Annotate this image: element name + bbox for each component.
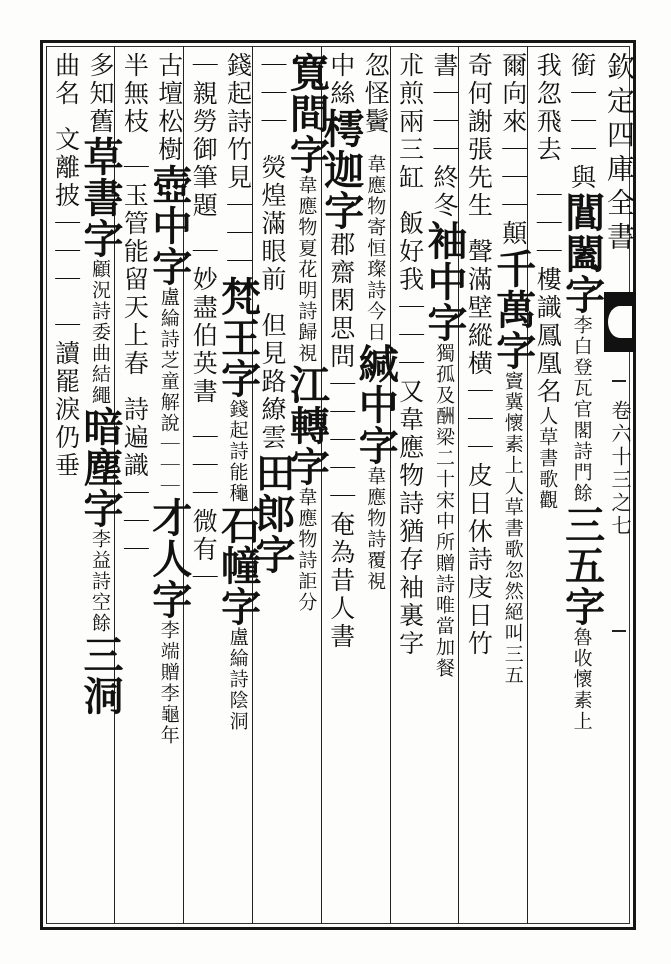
entry-heading: 才人字 <box>145 497 193 620</box>
entry-heading: 千萬字 <box>489 248 537 371</box>
entry-heading: 暗塵字 <box>77 406 124 529</box>
entry-heading: 江轉字 <box>283 364 331 487</box>
margin-tick <box>612 380 626 382</box>
text-segment: ｜妙盡伯英書 <box>189 238 219 406</box>
text-segment: ｜玉管能留天上春 <box>120 154 150 378</box>
text-segment: 韋應物夏花明詩歸視 <box>295 175 318 364</box>
margin-juan: 卷六十三之七 <box>608 400 632 538</box>
text-segment: 盧綸詩陰洞 <box>226 627 249 732</box>
text-segment: 奇何謝張先生 <box>464 52 494 220</box>
fishtail-mark <box>604 292 636 352</box>
text-segment: 韋應物寄恒璨詩今日 <box>364 154 387 343</box>
text-segment: 但見路繚雲 <box>258 312 287 452</box>
text-segment: ｜｜｜ <box>258 52 287 136</box>
text-segment: 文離披｜｜｜ <box>51 126 81 294</box>
text-segment: 郡齋閑思問｜｜｜ <box>326 231 356 455</box>
entry-heading: 石幢字 <box>214 504 262 627</box>
entry-heading: 緘中字 <box>352 343 400 466</box>
text-segment: 李白登瓦官閣詩門餘 <box>570 315 593 504</box>
text-segment: ｜讀罷淚仍垂 <box>51 312 81 480</box>
text-segment: ｜｜奄為昔人書 <box>326 455 356 651</box>
entry-heading: 梵王字 <box>214 276 262 399</box>
text-segment: 書｜｜｜終冬 <box>430 52 459 220</box>
entry-heading: 三五字 <box>558 504 606 627</box>
entry-heading: 樗迦字 <box>317 108 365 231</box>
entry-heading: 閶闔字 <box>558 192 606 315</box>
text-segment: 詩遍識｜｜｜ <box>120 396 150 564</box>
text-column <box>44 52 86 918</box>
text-segment: 盧綸詩芝童解說｜｜｜ <box>157 287 180 497</box>
entry-heading: 草書字 <box>77 136 124 259</box>
text-segment: 朮煎兩三缸 <box>395 52 425 192</box>
entry-heading: 壺中字 <box>145 164 193 287</box>
text-segment: 李益詩空餘 <box>89 529 111 634</box>
entry-heading: 袖中字 <box>421 220 468 343</box>
text-segment: 人草書歌觀 <box>536 406 559 511</box>
text-segment: 竇冀懷素上人草書歌忽然絕叫三五 <box>501 371 524 686</box>
entry-heading: 田郎字 <box>249 452 296 575</box>
text-segment: 錢起詩能龝 <box>226 399 249 504</box>
margin-title: 欽定四庫全書 <box>603 52 636 256</box>
text-segment: ｜親勞御筆題 <box>189 52 219 220</box>
entry-heading: 三洞 <box>77 634 124 716</box>
text-segment: 錢起詩竹見｜｜｜ <box>223 52 253 276</box>
text-segment: 韋應物詩覆視 <box>364 466 387 592</box>
text-segment: 多知舊 <box>86 52 115 136</box>
text-segment: 魯收懷素上 <box>570 627 593 732</box>
text-segment: 飯好我｜｜｜又韋應物詩猶存袖裏字 <box>395 210 425 658</box>
text-segment: 忽怪鬢 <box>361 52 391 136</box>
text-segment: 中絲 <box>326 52 356 108</box>
text-segment: 李端贈李龜年 <box>157 620 180 746</box>
margin-tick <box>612 630 626 632</box>
text-segment: 我忽飛去 <box>533 52 563 164</box>
text-segment: 半無枝 <box>120 52 150 136</box>
text-segment: 韋應物詩詎分 <box>295 487 318 613</box>
text-segment: 獨孤及酬梁二十宋中所贈詩唯當加餐 <box>433 343 455 679</box>
text-segment: ｜｜｜微有｜ <box>189 424 219 592</box>
text-segment: 曲名 <box>51 52 81 108</box>
text-segment: 爾向來｜｜｜顛 <box>498 52 528 248</box>
text-segment: 熒煌滿眼前 <box>258 154 287 294</box>
text-segment: 古壇松樹 <box>154 52 184 164</box>
text-segment: 銜｜｜｜與 <box>567 52 597 192</box>
text-segment: 顧況詩委曲結繩 <box>89 259 111 406</box>
text-segment: 聲滿壁縱横｜｜｜皮日休詩庋日竹 <box>464 238 494 658</box>
text-segment: ｜｜｜樓識鳳凰名 <box>533 182 563 406</box>
entry-heading: 寬間字 <box>283 52 331 175</box>
